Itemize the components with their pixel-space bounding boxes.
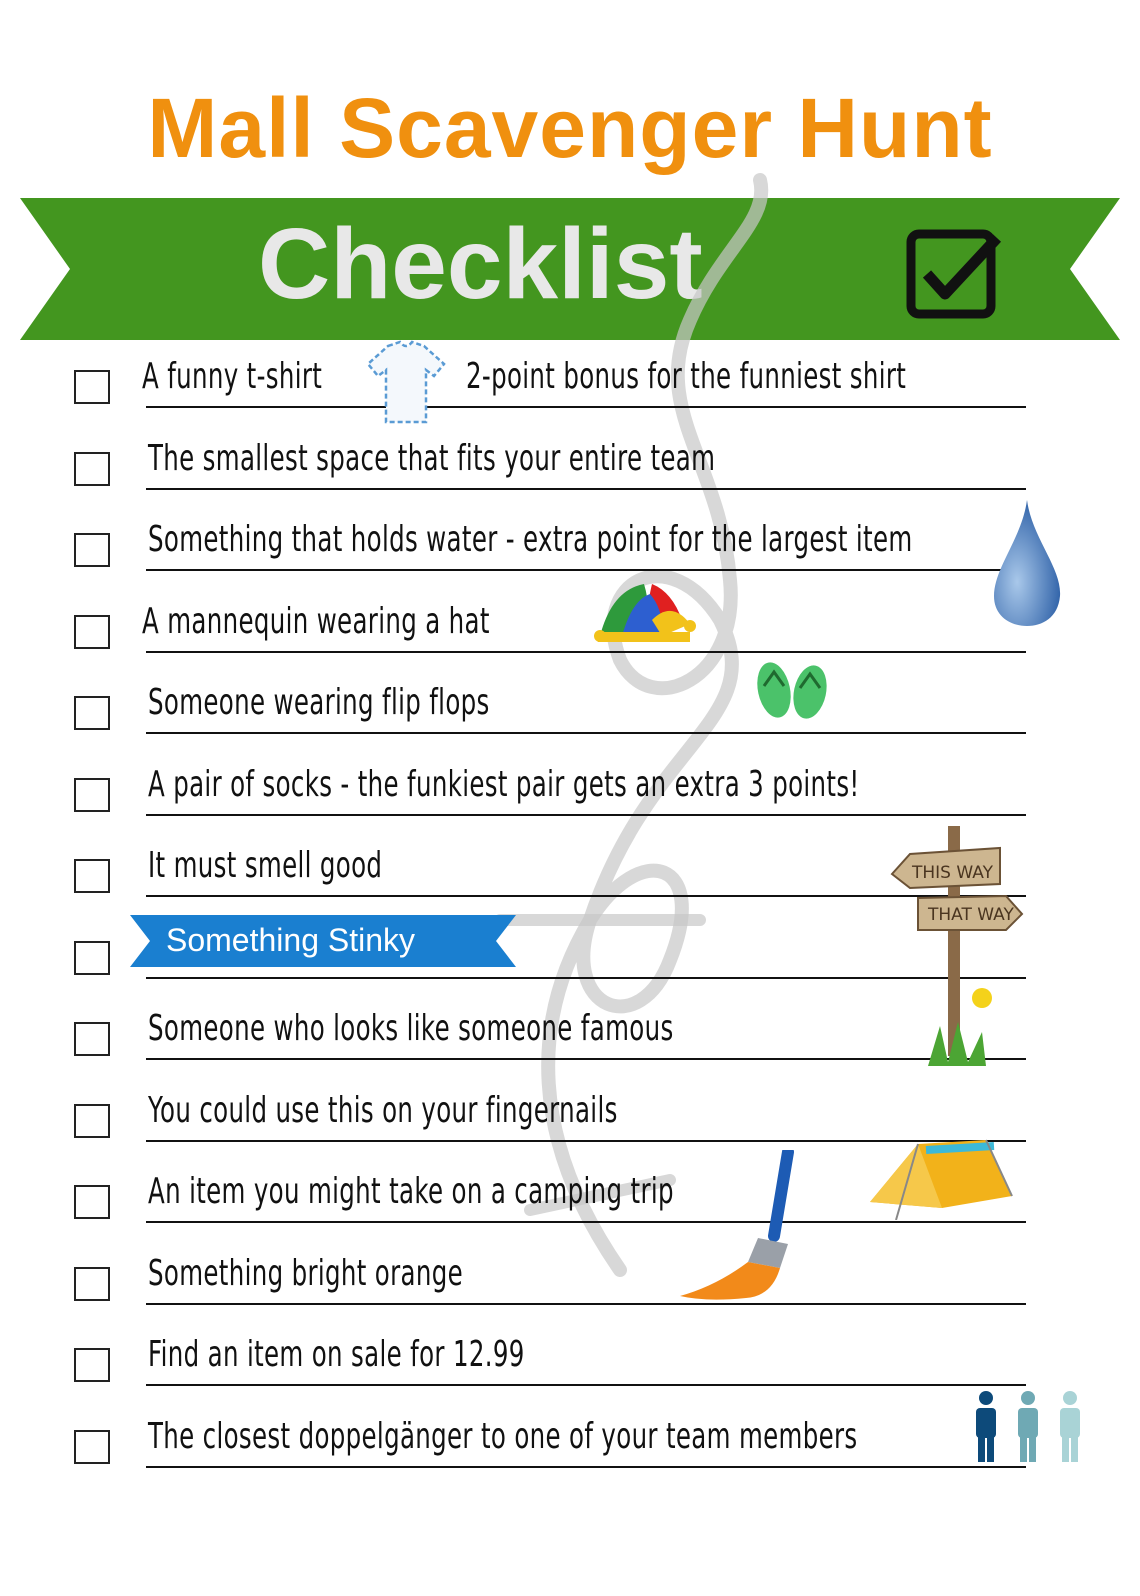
checkbox[interactable] (74, 1267, 110, 1301)
item-label: Find an item on sale for 12.99 (148, 1334, 525, 1375)
item-label: A funny t-shirt (142, 356, 323, 397)
water-drop-icon (990, 498, 1064, 628)
signpost-top-label: THIS WAY (912, 863, 993, 883)
row-underline (146, 814, 1026, 816)
checkbox[interactable] (74, 696, 110, 730)
checkbox[interactable] (74, 1430, 110, 1464)
checkbox[interactable] (74, 533, 110, 567)
item-label: An item you might take on a camping trip (148, 1171, 674, 1212)
checkbox[interactable] (74, 452, 110, 486)
row-underline (146, 1221, 1026, 1223)
item-bonus-note: 2-point bonus for the funniest shirt (466, 356, 907, 397)
signpost-bottom-label: THAT WAY (928, 905, 1014, 925)
checkbox[interactable] (74, 1022, 110, 1056)
checkbox[interactable] (74, 778, 110, 812)
item-label: Something bright orange (148, 1253, 463, 1294)
row-underline (146, 1466, 1026, 1468)
checkbox[interactable] (74, 370, 110, 404)
page-title: Mall Scavenger Hunt (147, 81, 993, 175)
checkbox[interactable] (74, 1348, 110, 1382)
row-underline (146, 569, 1026, 571)
checkbox[interactable] (74, 1185, 110, 1219)
row-underline (146, 732, 1026, 734)
tent-icon (866, 1136, 1016, 1220)
row-underline (146, 1384, 1026, 1386)
checkmark-box-icon (905, 228, 1005, 320)
row-underline (146, 651, 1026, 653)
item-label: Something that holds water - extra point for the largest item (148, 519, 913, 560)
jester-hat-icon (592, 580, 696, 644)
item-label: A pair of socks - the funkiest pair gets an extra 3 points! (148, 764, 860, 805)
item-label: The closest doppelgänger to one of your team members (148, 1416, 858, 1457)
checkbox[interactable] (74, 615, 110, 649)
checkbox[interactable] (74, 859, 110, 893)
item-label: It must smell good (148, 845, 383, 886)
checkbox[interactable] (74, 1104, 110, 1138)
item-label: A mannequin wearing a hat (142, 601, 490, 642)
item-label: You could use this on your fingernails (148, 1090, 618, 1131)
item-label: Something Stinky (166, 922, 416, 958)
row-underline (146, 1303, 1026, 1305)
row-underline (146, 406, 1026, 408)
paintbrush-icon (676, 1150, 798, 1302)
item-label: Someone wearing flip flops (148, 682, 490, 723)
banner-label: Checklist (258, 208, 703, 320)
signpost-icon (888, 826, 1026, 1070)
checkbox[interactable] (74, 941, 110, 975)
people-icon (968, 1390, 1090, 1464)
item-label: Someone who looks like someone famous (148, 1008, 674, 1049)
tshirt-icon (366, 340, 446, 426)
row-underline (146, 488, 1026, 490)
item-label: The smallest space that fits your entire team (148, 438, 716, 479)
flip-flops-icon (752, 660, 834, 720)
